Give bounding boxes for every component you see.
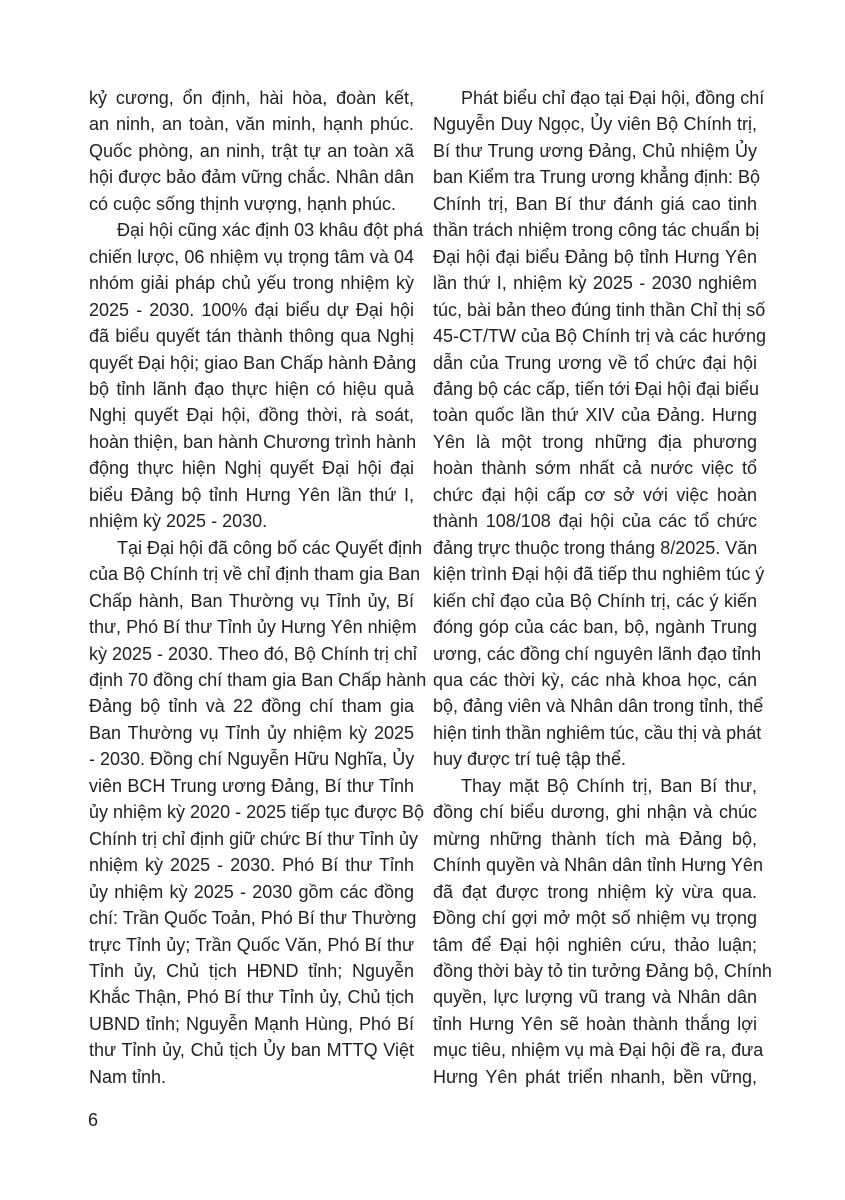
text-line: Nam tỉnh. — [89, 1066, 167, 1087]
text-line: thư, Phó Bí thư Tỉnh ủy Hưng Yên nhiệm — [89, 617, 417, 638]
text-line: Chấp hành, Ban Thường vụ Tỉnh ủy, Bí — [89, 590, 414, 611]
right-text-column — [433, 85, 772, 1090]
text-line: Yên là một trong những địa phương — [433, 431, 757, 452]
text-line: ủy nhiệm kỳ 2025 - 2030 gồm các đồng — [89, 881, 414, 902]
text-line: đồng chí biểu dương, ghi nhận và chúc — [433, 802, 757, 823]
text-line: Thay mặt Bộ Chính trị, Ban Bí thư, — [461, 775, 757, 796]
text-line: trực Tỉnh ủy; Trần Quốc Văn, Phó Bí thư — [89, 934, 414, 955]
text-line: nhiệm kỳ 2025 - 2030. — [89, 511, 268, 532]
text-line: biểu Đảng bộ tỉnh Hưng Yên lần thứ I, — [89, 484, 414, 505]
text-line: 45-CT/TW của Bộ Chính trị và các hướng — [433, 326, 766, 347]
text-line: toàn quốc lần thứ XIV của Đảng. Hưng — [433, 405, 757, 426]
text-line: quyết Đại hội; giao Ban Chấp hành Đảng — [89, 352, 417, 373]
text-line: động thực hiện Nghị quyết Đại hội đại — [89, 458, 414, 479]
text-line: 2025 - 2030. 100% đại biểu dự Đại hội — [89, 299, 414, 320]
text-line: đóng góp của các ban, bộ, ngành Trung — [433, 617, 757, 638]
text-line: hội được bảo đảm vững chắc. Nhân dân — [89, 167, 414, 188]
paragraph — [89, 217, 424, 534]
paragraph — [433, 85, 766, 773]
text-line: dẫn của Trung ương về tổ chức đại hội — [433, 352, 757, 373]
text-line: Tại Đại hội đã công bố các Quyết định — [117, 537, 423, 558]
text-line: định 70 đồng chí tham gia Ban Chấp hành — [89, 669, 427, 690]
text-line: kỳ 2025 - 2030. Theo đó, Bộ Chính trị chỉ — [89, 643, 417, 664]
text-line: Nguyễn Duy Ngọc, Ủy viên Bộ Chính trị, — [433, 114, 757, 135]
text-line: chức đại hội cấp cơ sở với việc hoàn — [433, 484, 757, 505]
paragraph — [89, 85, 414, 217]
text-line: đảng trực thuộc trong tháng 8/2025. Văn — [433, 537, 758, 558]
paragraph — [89, 535, 427, 1091]
text-line: Tỉnh ủy, Chủ tịch HĐND tỉnh; Nguyễn — [89, 960, 414, 981]
text-line: thành 108/108 đại hội của các tổ chức — [433, 511, 757, 532]
text-line: chiến lược, 06 nhiệm vụ trọng tâm và 04 — [89, 246, 414, 267]
text-line: nhóm giải pháp chủ yếu trong nhiệm kỳ — [89, 273, 414, 294]
text-line: kiến chỉ đạo của Bộ Chính trị, các ý kiến — [433, 590, 757, 611]
text-line: nhiệm kỳ 2025 - 2030. Phó Bí thư Tỉnh — [89, 855, 414, 876]
text-line: kỷ cương, ổn định, hài hòa, đoàn kết, — [89, 88, 414, 108]
text-line: thần trách nhiệm trong công tác chuẩn bị — [433, 220, 760, 241]
text-line: Chính quyền và Nhân dân tỉnh Hưng Yên — [433, 855, 763, 876]
text-line: mục tiêu, nhiệm vụ mà Đại hội đề ra, đưa — [433, 1040, 764, 1061]
text-line: thư Tỉnh ủy, Chủ tịch Ủy ban MTTQ Việt — [89, 1040, 414, 1061]
text-line: hoàn thành sớm nhất cả nước việc tổ — [433, 458, 757, 479]
text-line: viên BCH Trung ương Đảng, Bí thư Tỉnh — [89, 775, 414, 796]
text-line: đã đạt được trong nhiệm kỳ vừa qua. — [433, 881, 757, 902]
text-line: đã biểu quyết tán thành thông qua Nghị — [89, 326, 414, 347]
text-line: tâm để Đại hội nghiên cứu, thảo luận; — [433, 934, 757, 955]
text-line: Đại hội đại biểu Đảng bộ tỉnh Hưng Yên — [433, 246, 757, 267]
text-line: hoàn thiện, ban hành Chương trình hành — [89, 431, 417, 452]
text-line: Phát biểu chỉ đạo tại Đại hội, đồng chí — [461, 88, 765, 108]
text-line: Ban Thường vụ Tỉnh ủy nhiệm kỳ 2025 — [89, 722, 414, 743]
text-line: Nghị quyết Đại hội, đồng thời, rà soát, — [89, 405, 414, 426]
text-line: UBND tỉnh; Nguyễn Mạnh Hùng, Phó Bí — [89, 1013, 414, 1034]
text-line: Khắc Thận, Phó Bí thư Tỉnh ủy, Chủ tịch — [89, 987, 414, 1008]
paragraph — [433, 773, 772, 1090]
text-line: bộ tỉnh lãnh đạo thực hiện có hiệu quả — [89, 378, 414, 399]
text-line: - 2030. Đồng chí Nguyễn Hữu Nghĩa, Ủy — [89, 749, 415, 770]
text-line: Đảng bộ tỉnh và 22 đồng chí tham gia — [89, 696, 414, 717]
text-line: ương, các đồng chí nguyên lãnh đạo tỉnh — [433, 643, 762, 664]
text-line: huy được trí tuệ tập thể. — [433, 749, 626, 770]
page-number: 6 — [88, 1110, 99, 1130]
text-line: bộ, đảng viên và Nhân dân trong tỉnh, thể — [433, 696, 764, 717]
text-line: Quốc phòng, an ninh, trật tự an toàn xã — [89, 140, 414, 161]
text-line: của Bộ Chính trị về chỉ định tham gia Ban — [89, 564, 421, 585]
text-line: Hưng Yên phát triển nhanh, bền vững, — [433, 1066, 757, 1087]
text-line: đồng thời bày tỏ tin tưởng Đảng bộ, Chính — [433, 960, 772, 981]
text-line: Đại hội cũng xác định 03 khâu đột phá — [117, 220, 424, 241]
text-line: ban Kiểm tra Trung ương khẳng định: Bộ — [433, 167, 761, 188]
text-line: an ninh, an toàn, văn minh, hạnh phúc. — [89, 114, 414, 135]
text-line: quyền, lực lượng vũ trang và Nhân dân — [433, 987, 757, 1008]
text-line: Bí thư Trung ương Đảng, Chủ nhiệm Ủy — [433, 140, 757, 161]
text-line: ủy nhiệm kỳ 2020 - 2025 tiếp tục được Bộ — [89, 802, 425, 823]
text-line: túc, bài bản theo đúng tinh thần Chỉ thị số — [433, 299, 766, 320]
left-text-column — [89, 85, 427, 1090]
text-line: tỉnh Hưng Yên sẽ hoàn thành thắng lợi — [433, 1013, 757, 1034]
text-line: đảng bộ các cấp, tiến tới Đại hội đại biểu — [433, 378, 760, 399]
text-line: kiện trình Đại hội đã tiếp thu nghiêm túc ý — [433, 564, 765, 585]
text-line: lần thứ I, nhiệm kỳ 2025 - 2030 nghiêm — [433, 273, 757, 294]
text-line: hiện tinh thần nghiêm túc, cầu thị và phát — [433, 722, 762, 743]
text-line: chí: Trần Quốc Toản, Phó Bí thư Thường — [89, 908, 417, 929]
text-line: có cuộc sống thịnh vượng, hạnh phúc. — [89, 193, 397, 214]
text-line: mừng những thành tích mà Đảng bộ, — [433, 828, 757, 849]
text-line: Chính trị chỉ định giữ chức Bí thư Tỉnh ủy — [89, 828, 418, 849]
text-line: qua các thời kỳ, các nhà khoa học, cán — [433, 669, 757, 690]
text-line: Chính trị, Ban Bí thư đánh giá cao tinh — [433, 193, 757, 214]
text-line: Đồng chí gợi mở một số nhiệm vụ trọng — [433, 908, 757, 929]
